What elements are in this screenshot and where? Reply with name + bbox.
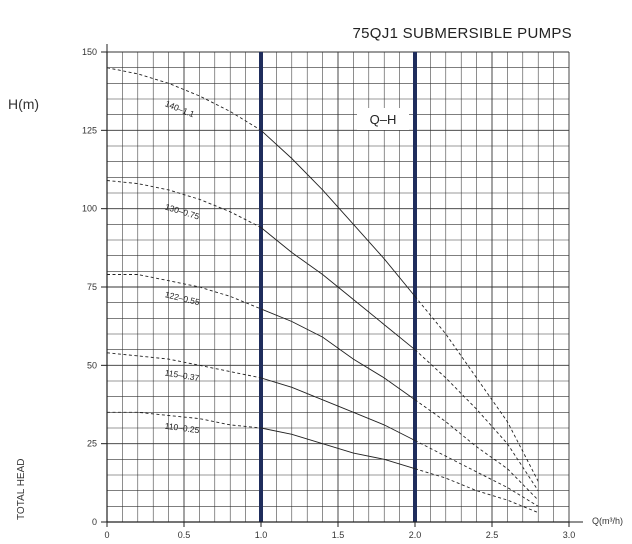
y-axis-label: H(m) [8, 96, 40, 112]
y-tick-label: 150 [81, 47, 97, 57]
x-tick-label: 1.5 [331, 530, 345, 540]
x-tick-label: 1.0 [254, 530, 268, 540]
curve-label: 140–1.1 [163, 98, 196, 120]
chart-title: 75QJ1 SUBMERSIBLE PUMPS [352, 25, 572, 42]
curve-label: 122–0.55 [163, 289, 201, 308]
y-tick-label: 75 [86, 282, 97, 292]
axes [82, 44, 583, 540]
curve-label: 115–0.37 [164, 367, 201, 384]
x-tick-label: 3.0 [562, 530, 576, 540]
x-tick-label: 2.5 [485, 530, 499, 540]
y-tick-label: 100 [81, 203, 97, 214]
x-tick-label: 0 [104, 530, 110, 540]
curve-label: 130–0.75 [163, 201, 201, 222]
y-axis-vertical-label: TOTAL HEAD [16, 458, 27, 520]
x-tick-label: 2.0 [408, 530, 422, 540]
qh-annotation-text: Q–H [369, 112, 397, 127]
y-tick-label: 0 [91, 517, 97, 527]
y-tick-label: 125 [81, 125, 97, 136]
y-tick-label: 25 [86, 438, 97, 449]
qh-annotation [357, 108, 409, 130]
y-tick-label: 50 [86, 360, 97, 371]
curve-label: 110–0.25 [164, 420, 200, 436]
x-tick-label: 0.5 [177, 530, 191, 540]
x-axis-label: Q(m³/h) [592, 516, 623, 526]
